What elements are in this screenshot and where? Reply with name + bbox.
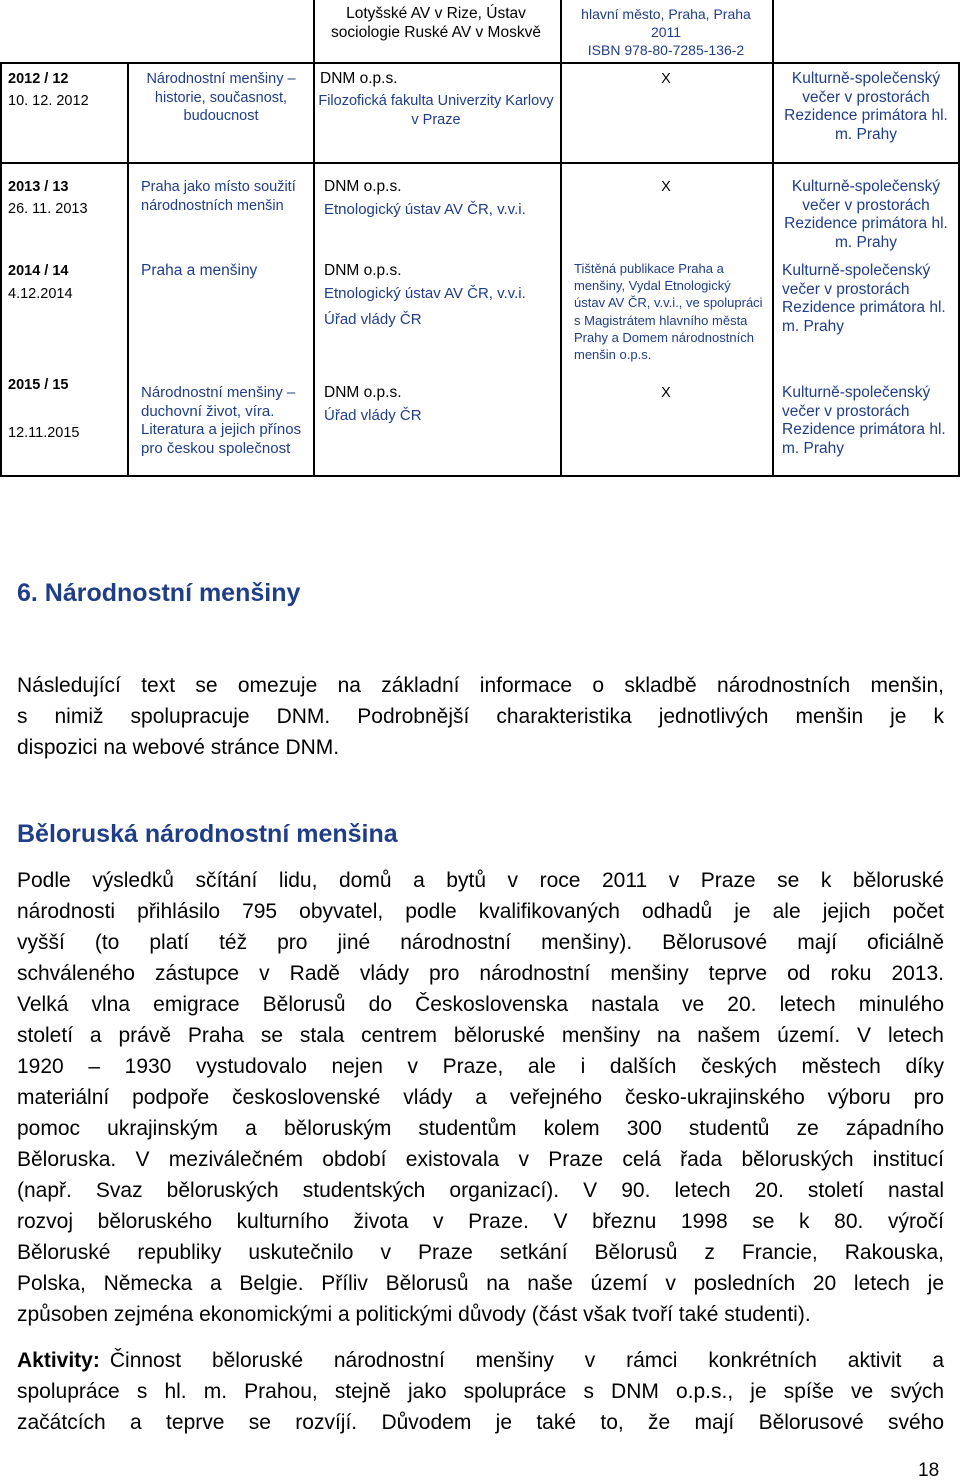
cell-top-pub-line3: ISBN 978-80-7285-136-2 bbox=[587, 42, 745, 58]
cell-2013-venue: Kulturně-společenský večer v prostorách Rezidence primátora hl. m. Prahy bbox=[784, 178, 948, 251]
cell-top-pub-line2: 2011 bbox=[650, 24, 682, 40]
paragraph-line: století a právě Praha se stala centrem běloruské menšiny na našem území. V letech bbox=[17, 1024, 944, 1047]
table-rule bbox=[0, 162, 960, 164]
activities-line: začátcích a teprve se rozvíjí. Důvodem je také to, že mají Bělorusové svého bbox=[17, 1411, 944, 1434]
cell-2013-publication: X bbox=[661, 179, 671, 195]
paragraph-line: 1920 – 1930 vystudovalo nejen v Praze, ale i dalších českých městech díky bbox=[17, 1055, 944, 1078]
paragraph-line: Podle výsledků sčítání lidu, domů a bytů v roce 2011 v Praze se k běloruské bbox=[17, 869, 944, 892]
cell-2014-org1: DNM o.p.s. bbox=[324, 262, 402, 279]
table-rule bbox=[127, 62, 129, 477]
cell-2015-org2: Úřad vlády ČR bbox=[324, 407, 422, 424]
cell-2012-venue: Kulturně-společenský večer v prostorách Rezidence primátora hl. m. Prahy bbox=[784, 70, 948, 143]
cell-2014-org3: Úřad vlády ČR bbox=[324, 311, 422, 328]
page-number: 18 bbox=[918, 1460, 940, 1481]
activities-label: Aktivity: bbox=[17, 1349, 100, 1372]
cell-2013-org2: Etnologický ústav AV ČR, v.v.i. bbox=[324, 201, 526, 218]
paragraph-line: Velká vlna emigrace Bělorusů do Československa nastala ve 20. letech minulého bbox=[17, 993, 944, 1016]
table-rule bbox=[0, 62, 960, 64]
cell-2015-year: 2015 / 15 bbox=[8, 377, 69, 393]
activities-line: spolupráce s hl. m. Prahou, stejně jako spolupráce s DNM o.p.s., je spíše ve svých bbox=[17, 1380, 944, 1403]
table-rule bbox=[0, 62, 2, 477]
cell-2012-org1: DNM o.p.s. bbox=[320, 70, 398, 87]
paragraph-line: vyšší (to platí též pro jiné národnostní menšiny). Bělorusové mají oficiálně bbox=[17, 931, 944, 954]
cell-top-pub-line1: hlavní město, Praha, Praha bbox=[581, 6, 751, 22]
cell-2014-topic: Praha a menšiny bbox=[141, 262, 258, 279]
intro-line: dispozici na webové stránce DNM. bbox=[17, 736, 340, 759]
cell-2015-date: 12.11.2015 bbox=[8, 425, 80, 441]
paragraph-line: pomoc ukrajinským a běloruským studentům kolem 300 studentů ze západního bbox=[17, 1117, 944, 1140]
section-heading: 6. Národnostní menšiny bbox=[17, 579, 301, 607]
cell-2013-date: 26. 11. 2013 bbox=[8, 201, 88, 217]
cell-2015-publication: X bbox=[661, 385, 671, 401]
activities-first-line bbox=[17, 1346, 944, 1377]
table-rule bbox=[560, 0, 562, 477]
paragraph-line: Běloruské republiky uskutečnilo v Praze setkání Bělorusů z Francie, Rakouska, bbox=[17, 1241, 944, 1264]
paragraph-line: materiální podpoře československé vlády a veřejného česko-ukrajinského výboru pro bbox=[17, 1086, 944, 1109]
cell-2012-year: 2012 / 12 bbox=[8, 71, 69, 87]
table-rule bbox=[0, 475, 960, 477]
cell-2014-org2: Etnologický ústav AV ČR, v.v.i. bbox=[324, 285, 526, 302]
cell-2014-venue: Kulturně-společenský večer v prostorách Rezidence primátora hl. m. Prahy bbox=[782, 262, 946, 335]
cell-2013-org1: DNM o.p.s. bbox=[324, 178, 402, 195]
cell-2015-org1: DNM o.p.s. bbox=[324, 384, 402, 401]
cell-2013-topic: Praha jako místo soužití národnostních menšin bbox=[141, 179, 296, 214]
table-rule bbox=[772, 0, 774, 477]
cell-2012-publication: X bbox=[661, 71, 671, 87]
cell-2014-publication: Tištěná publikace Praha a menšiny, Vydal Etnologický ústav AV ČR, v.v.i., ve spolupráci s Magistrátem hlavního města Prahy a Domem národnostních menšin o.p.s. bbox=[574, 261, 763, 363]
cell-2015-topic: Národnostní menšiny – duchovní život, víra. Literatura a jejich přínos pro českou společnost bbox=[141, 384, 302, 457]
cell-2014-date: 4.12.2014 bbox=[8, 286, 73, 302]
cell-2014-year: 2014 / 14 bbox=[8, 263, 69, 279]
table-rule bbox=[313, 0, 315, 477]
activities-line: Činnost běloruské národnostní menšiny v rámci konkrétních aktivit a bbox=[109, 1349, 944, 1372]
paragraph-line: rozvoj běloruského kulturního života v Praze. V březnu 1998 se k 80. výročí bbox=[17, 1210, 944, 1233]
belarus-heading: Běloruská národnostní menšina bbox=[17, 820, 398, 848]
intro-line: s nimiž spolupracuje DNM. Podrobnější charakteristika jednotlivých menšin je k bbox=[17, 705, 944, 728]
paragraph-line: Běloruska. V meziválečném období existovala v Praze celá řada běloruských institucí bbox=[17, 1148, 944, 1171]
intro-line: Následující text se omezuje na základní informace o skladbě národnostních menšin, bbox=[17, 674, 944, 697]
cell-2012-date: 10. 12. 2012 bbox=[8, 93, 89, 109]
paragraph-line: způsoben zejména ekonomickými a politickými důvody (část však tvoří také studenti). bbox=[17, 1303, 811, 1326]
cell-2012-topic: Národnostní menšiny – historie, současnost, budoucnost bbox=[146, 71, 296, 124]
cell-2012-org2: Filozofická fakulta Univerzity Karlovy v Praze bbox=[318, 93, 554, 128]
paragraph-line: (např. Svaz běloruských studentských organizací). V 90. letech 20. století nastal bbox=[17, 1179, 944, 1202]
cell-2013-year: 2013 / 13 bbox=[8, 179, 69, 195]
cell-top-organizer: Lotyšské AV v Rize, Ústav sociologie Ruské AV v Moskvě bbox=[331, 5, 541, 41]
events-table bbox=[0, 0, 960, 477]
paragraph-line: Polska, Německa a Belgie. Příliv Bělorusů na naše území v posledních 20 letech je bbox=[17, 1272, 944, 1295]
cell-2015-venue: Kulturně-společenský večer v prostorách Rezidence primátora hl. m. Prahy bbox=[782, 384, 946, 457]
paragraph-line: schváleného zástupce v Radě vlády pro národnostní menšiny teprve od roku 2013. bbox=[17, 962, 944, 985]
paragraph-line: národnosti přihlásilo 795 obyvatel, podle kvalifikovaných odhadů je ale jejich počet bbox=[17, 900, 944, 923]
